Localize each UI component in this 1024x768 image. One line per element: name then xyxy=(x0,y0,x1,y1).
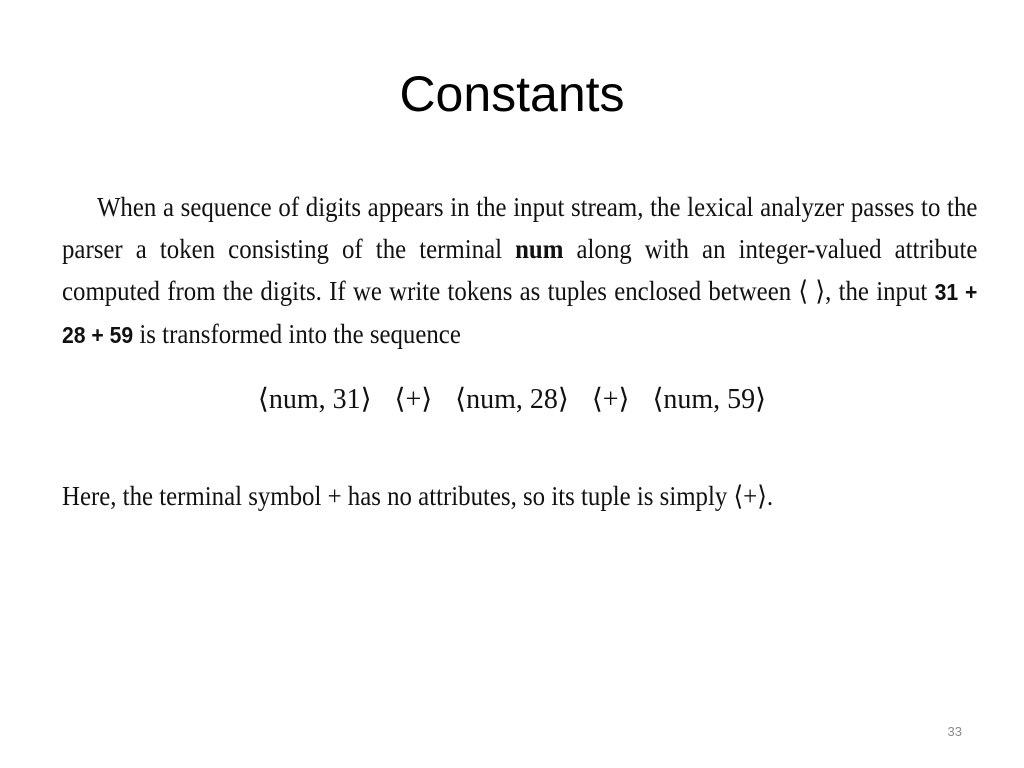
token-num-28: ⟨num, 28⟩ xyxy=(455,384,569,415)
input-expression: 31 + 28 + 59 xyxy=(62,279,978,348)
token-num-31: ⟨num, 31⟩ xyxy=(257,384,372,415)
intro-text-part-2: along with an integer-valued attribute computed from the digits. If we write tokens as tuples enclosed between ⟨ ⟩, the input xyxy=(62,234,978,306)
token-plus-1: ⟨+⟩ xyxy=(394,384,433,415)
token-plus-2: ⟨+⟩ xyxy=(591,384,630,415)
slide-title: Constants xyxy=(399,66,625,122)
intro-paragraph xyxy=(62,186,977,356)
page-number: 33 xyxy=(947,724,962,739)
intro-text-part-1: When a sequence of digits appears in the input stream, the lexical analyzer passes to the parser a token consisting of the terminal xyxy=(62,192,978,264)
slide-body xyxy=(62,186,978,356)
num-keyword: num xyxy=(515,234,564,264)
token-num-59: ⟨num, 59⟩ xyxy=(652,384,767,415)
token-sequence xyxy=(0,380,1024,420)
intro-text-part-3: is transformed into the sequence xyxy=(133,319,461,349)
closing-paragraph: Here, the terminal symbol + has no attributes, so its tuple is simply ⟨+⟩. xyxy=(62,481,774,511)
